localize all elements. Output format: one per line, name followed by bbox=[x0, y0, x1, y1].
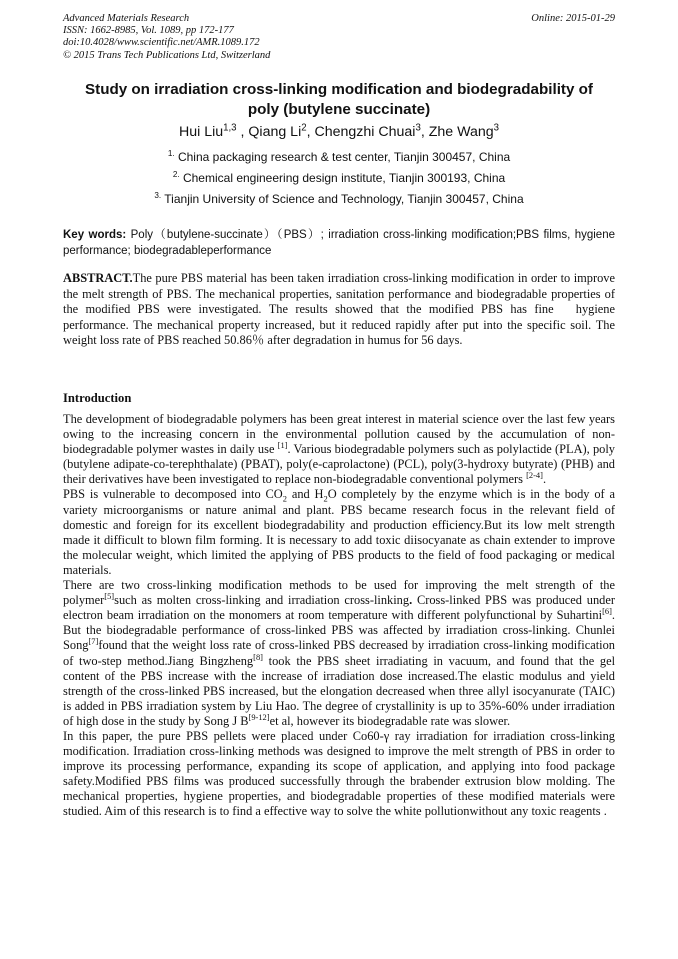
author-separator: , bbox=[306, 124, 315, 140]
introduction-body bbox=[63, 412, 615, 820]
text-run: O completely by the enzyme which is in the body of a variety microorganisms or nature animal and plant. PBS became research focus in the relevant field of domestic and foreign for its excellent biodegradability and production efficiency.But its low melt strength made it difficult to blown film forming. It is necessary to add toxic diisocyanate as chain extender to improve the molecular weight, which limited the applying of PBS products to the field of food packaging or medical materials. bbox=[63, 487, 615, 577]
keywords bbox=[63, 228, 615, 259]
citation: [8] bbox=[253, 651, 263, 662]
citation: [9-12] bbox=[248, 711, 270, 722]
citation: [5] bbox=[104, 591, 115, 601]
text-run: and H bbox=[286, 487, 324, 502]
affiliation-mark: 2. bbox=[172, 170, 180, 179]
affiliation-text: China packaging research & test center, Tianjin 300457, China bbox=[177, 150, 511, 164]
author-affil-mark: 2 bbox=[301, 122, 307, 134]
text-run: . bbox=[542, 472, 547, 487]
abstract-label: ABSTRACT. bbox=[63, 271, 133, 285]
text-run: . But the biodegradable performance of cross-linked PBS was affected by irradiation cross-linking. Chunlei Song bbox=[63, 608, 615, 653]
paragraph bbox=[63, 578, 615, 729]
section-heading-introduction: Introduction bbox=[63, 391, 132, 405]
citation: [6] bbox=[602, 606, 612, 617]
citation: [2-4] bbox=[526, 470, 543, 481]
text-run: took the PBS sheet irradiating in vacuum, and found that the gel content of the PBS increase with the increase of irradiation dose increased.The elastic modulus and yield strength of the cross-linked PBS increased, but the elongation decreased when three allyl isocyanurate (TAIC) is added in PBS irradiation system by Liu Hao. The degree of crystallinity is up to 35%-60% under irradiation of high dose in the study by Song J B bbox=[63, 653, 616, 728]
journal-issn: ISSN: 1662-8985, Vol. 1089, pp 172-177 bbox=[63, 25, 234, 37]
affiliation-2 bbox=[40, 171, 638, 185]
author-affil-mark: 3 bbox=[493, 122, 500, 134]
affiliation-text: Chemical engineering design institute, Tianjin 300193, China bbox=[182, 171, 506, 185]
journal-doi: doi:10.4028/www.scientific.net/AMR.1089.172 bbox=[63, 37, 260, 49]
keywords-text: Poly（butylene-succinate）（PBS）; irradiation cross-linking modification;PBS films, hygiene performance; biodegradableperformance bbox=[63, 229, 615, 257]
subscript: 2 bbox=[323, 493, 328, 504]
text-run: et al, however its biodegradable rate was slower. bbox=[269, 713, 511, 728]
text-run: Cross-linked PBS was produced under electron beam irradiation on the monomers at room temperature with different polyfunctional by Suhartini bbox=[63, 593, 615, 623]
author-name: Qiang Li bbox=[248, 124, 302, 140]
author-name: Chengzhi Chuai bbox=[314, 124, 416, 140]
affiliation-mark: 3. bbox=[154, 191, 162, 200]
text-run: . Various biodegradable polymers such as polylactide (PLA), poly (butylene adipate-co-terephthalate) (PBAT), poly(e-caprolactone) (PCL), poly(3-hydroxy butyrate) (PHB) and their derivatives have been investigated to replace non-biodegradable conventional polymers bbox=[63, 442, 615, 487]
text-run: There are two cross-linking modification methods to be used for improving the melt strength of the polymer bbox=[63, 578, 615, 608]
paragraph bbox=[63, 412, 615, 487]
text-run: The development of biodegradable polymers has been great interest in material science over the last few years owing to the increasing concern in the environmental pollution caused by the accumulation of non-biodegradable polymer wastes in daily use bbox=[63, 412, 615, 457]
paper-title bbox=[40, 80, 638, 120]
affiliation-1 bbox=[40, 150, 638, 164]
text-run: PBS is vulnerable to decomposed into CO bbox=[63, 487, 283, 502]
text-run: such as molten cross-linking and irradiation cross-linking bbox=[114, 593, 410, 608]
affiliation-mark: 1. bbox=[167, 149, 175, 158]
author-name: Zhe Wang bbox=[428, 124, 494, 140]
author-affil-mark: 3 bbox=[415, 122, 421, 134]
subscript: 2 bbox=[282, 493, 287, 504]
abstract-text: The pure PBS material has been taken irradiation cross-linking modification in order to improve the melt strength of PBS. The mechanical properties, sanitation performance and biodegradable properties of the modified PBS were investigated. The results showed that the modified PBS has fine hygiene performance. The mechanical property increased, but it reduced rapidly after put into the specific soil. The weight loss rate of PBS reached 50.86％ after degradation in humus for 56 days. bbox=[63, 271, 619, 348]
author-separator: , bbox=[236, 124, 249, 140]
paragraph bbox=[63, 487, 615, 578]
author-list bbox=[40, 124, 638, 140]
author-name: Hui Liu bbox=[178, 124, 224, 140]
affiliation-text: Tianjin University of Science and Technology, Tianjin 300457, China bbox=[164, 192, 524, 206]
journal-header bbox=[63, 13, 615, 62]
journal-copyright: © 2015 Trans Tech Publications Ltd, Switzerland bbox=[63, 49, 271, 61]
journal-name: Advanced Materials Research bbox=[63, 13, 190, 24]
citation: [1] bbox=[277, 440, 288, 451]
title-line-2: poly (butylene succinate) bbox=[247, 101, 431, 118]
abstract bbox=[63, 271, 619, 349]
author-separator: , bbox=[420, 124, 429, 140]
paragraph: In this paper, the pure PBS pellets were placed under Co60-γ ray irradiation for irradiation cross-linking modification. Irradiation cross-linking methods was designed to improve the melt strength of PBS in order to improve its processing performance, expanding its scope of application, and applying into food package safety.Modified PBS films was produced successfully through the brabender extrusion blow molding. The mechanical properties, hygiene properties, and biodegradable properties of these modified materials were studied. Aim of this research is to find a effective way to solve the white pollutionwithout any toxic reagents . bbox=[63, 728, 615, 819]
title-line-1: Study on irradiation cross-linking modification and biodegradability of bbox=[85, 81, 593, 98]
affiliation-3 bbox=[40, 192, 638, 206]
online-date: Online: 2015-01-29 bbox=[531, 13, 615, 24]
author-affil-mark: 1,3 bbox=[223, 122, 237, 134]
keywords-label: Key words: bbox=[63, 229, 127, 241]
text-run: found that the weight loss rate of cross-linked PBS decreased by irradiation cross-linking modification of two-step method.Jiang Bingzheng bbox=[63, 638, 615, 668]
text-run: . bbox=[409, 593, 413, 608]
citation: [7] bbox=[88, 636, 99, 647]
